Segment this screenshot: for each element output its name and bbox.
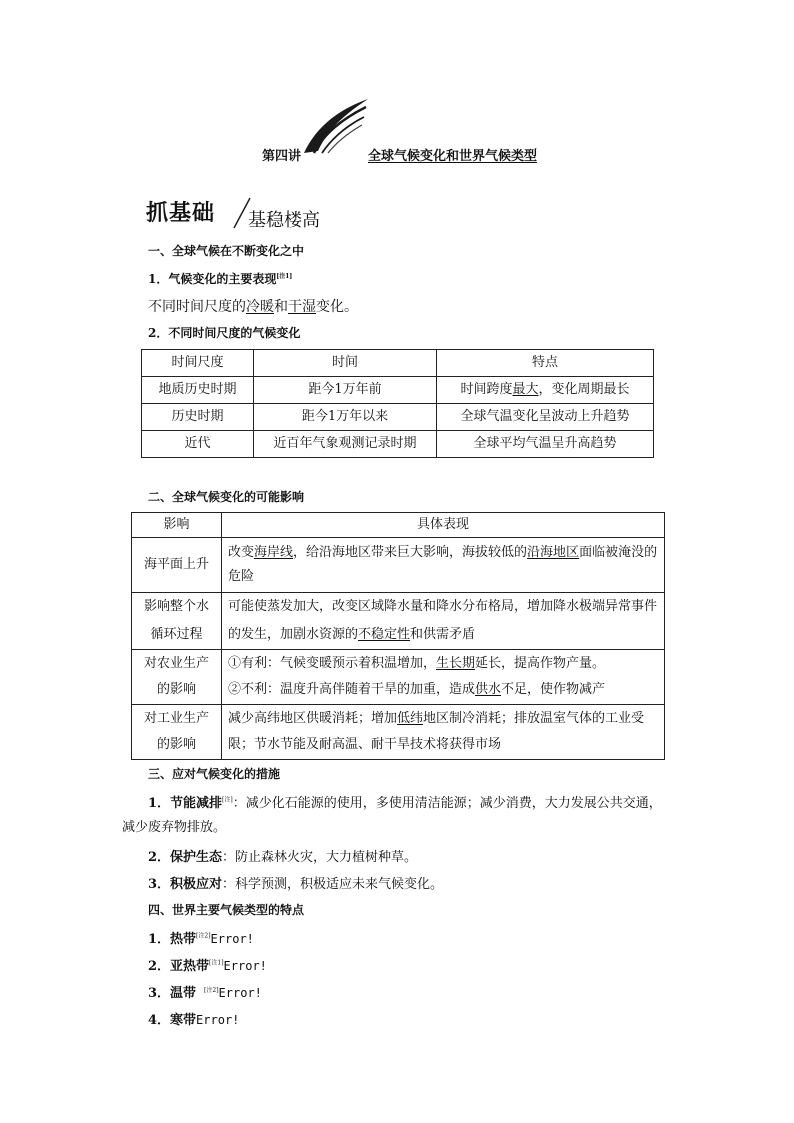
table-header: 时间尺度: [142, 350, 254, 377]
underlined-term: 干湿: [288, 299, 316, 315]
table-row: 近代 近百年气象观测记录时期 全球平均气温呈升高趋势: [142, 431, 654, 458]
climate-item: 4．寒带Error!: [148, 1013, 240, 1028]
climate-item: 3．温带 [注2]Error!: [148, 986, 262, 1001]
table-row: 历史时期 距今1万年以来 全球气温变化呈波动上升趋势: [142, 404, 654, 431]
error-text: Error!: [223, 959, 267, 973]
lesson-title: 全球气候变化和世界气候类型: [368, 149, 538, 164]
section-banner: [146, 196, 346, 236]
table-header: 影响: [132, 513, 222, 538]
section3-item3: 3．积极应对：科学预测，积极适应未来气候变化。: [148, 877, 444, 892]
climate-item: 2．亚热带[注1]Error!: [148, 959, 267, 974]
table-row: 海平面上升 改变海岸线，给沿海地区带来巨大影响，海拔较低的沿海地区面临被淹没的危险: [132, 538, 665, 593]
lesson-label: 第四讲: [262, 149, 302, 164]
section1-item1-text: 不同时间尺度的冷暖和干湿变化。: [148, 299, 358, 315]
table-header-row: [142, 350, 654, 377]
section3-item2: 2．保护生态：防止森林火灾，大力植树种草。: [148, 850, 418, 865]
error-text: Error!: [218, 986, 262, 1000]
banner-sub: 基稳楼高: [248, 210, 320, 231]
table-header-row: [132, 513, 665, 538]
table-header: 时间: [254, 350, 437, 377]
error-text: Error!: [210, 932, 254, 946]
table-header: 具体表现: [222, 513, 665, 538]
impact-table: [131, 512, 665, 760]
header-swoosh-icon: [300, 95, 372, 157]
section1-heading: 一、全球气候在不断变化之中: [148, 244, 305, 258]
item1-label: 1．气候变化的主要表现: [148, 272, 277, 286]
table-row: 影响整个水循环过程 可能使蒸发加大，改变区域降水量和降水分布格局，增加降水极端异常事件的发生，加剧水资源的不稳定性和供需矛盾: [132, 593, 665, 650]
table-row: 地质历史时期 距今1万年前 时间跨度最大，变化周期最长: [142, 377, 654, 404]
item1-note: [注1]: [276, 273, 293, 280]
time-scale-table: [141, 349, 654, 458]
section4-heading: 四、世界主要气候类型的特点: [148, 903, 305, 917]
section3-heading: 三、应对气候变化的措施: [148, 767, 281, 781]
section1-item2: 2．不同时间尺度的气候变化: [148, 326, 301, 340]
climate-item: 1．热带[注2]Error!: [148, 932, 254, 947]
table-row: 对工业生产的影响 减少高纬地区供暖消耗；增加低纬地区制冷消耗；排放温室气体的工业受限；节水节能及耐高温、耐干旱技术将获得市场: [132, 705, 665, 760]
section2-heading: 二、全球气候变化的可能影响: [148, 490, 305, 504]
section1-item1: [148, 270, 292, 287]
error-text: Error!: [196, 1013, 240, 1027]
table-header: 特点: [437, 350, 654, 377]
banner-main: 抓基础: [146, 201, 216, 226]
underlined-term: 冷暖: [246, 299, 274, 315]
section3-item1: 1．节能减排[注]：减少化石能源的使用，多使用清洁能源；减少消费，大力发展公共交通，减少废弃物排放。: [122, 796, 662, 835]
table-row: 对农业生产的影响 ①有利：气候变暖预示着积温增加，生长期延长，提高作物产量。 ②不利：温度升高伴随着干旱的加重，造成供水不足，使作物减产: [132, 650, 665, 705]
